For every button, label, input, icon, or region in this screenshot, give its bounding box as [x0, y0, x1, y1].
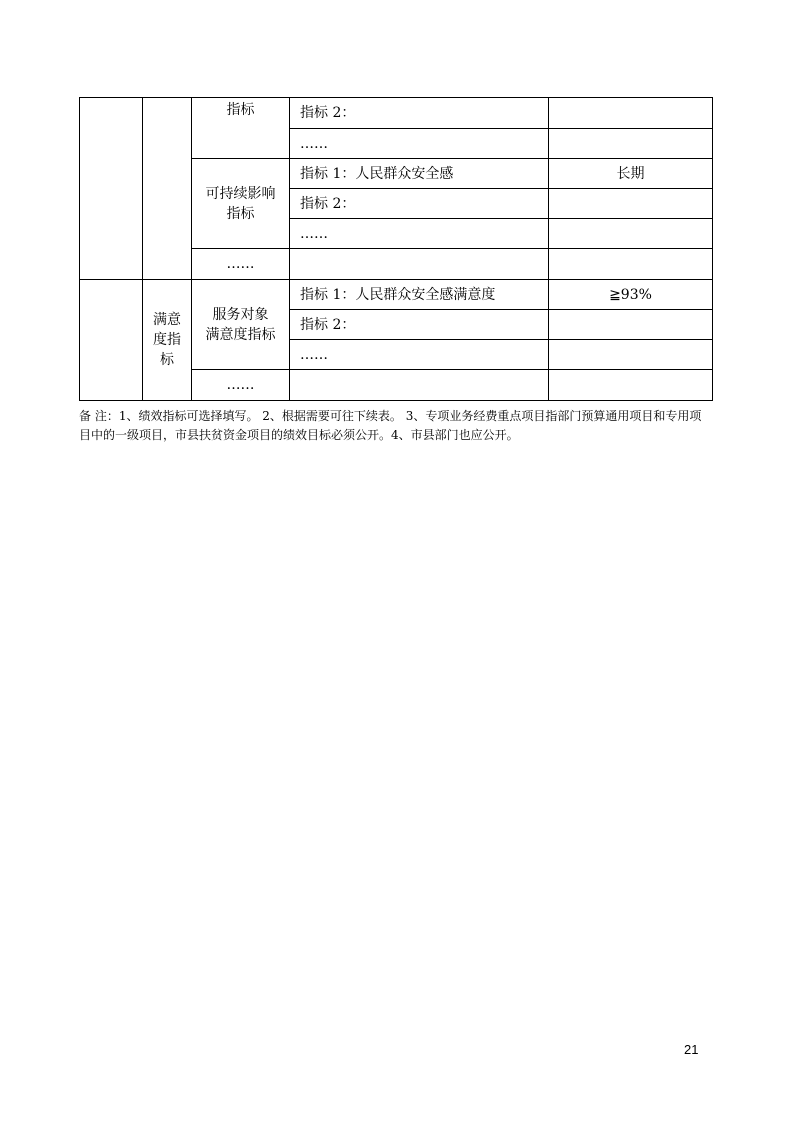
- metric-cell: [290, 249, 549, 280]
- metric-cell: [290, 370, 549, 401]
- satisfaction-category-label: [143, 280, 192, 401]
- metric-cell: ……: [290, 340, 549, 370]
- performance-indicator-table: [79, 97, 713, 401]
- metric-cell: 指标 2：: [290, 310, 549, 340]
- satisfaction-category-line1: 满意: [153, 312, 181, 328]
- footnote: 备 注：1、绩效指标可选择填写。 2、根据需要可往下续表。 3、专项业务经费重点项目指部门预算通用项目和专用项目中的一级项目，市县扶贫资金项目的绩效目标必须公开。4、市县部门也应公开。: [79, 409, 702, 442]
- value-cell: [549, 370, 713, 401]
- ellipsis-label-cell: ……: [192, 370, 290, 401]
- service-satisfaction-label-line1: 服务对象: [212, 306, 269, 323]
- service-satisfaction-label: [192, 280, 290, 370]
- sustainable-impact-label-line1: 可持续影响: [205, 185, 276, 202]
- value-cell: 长期: [549, 159, 713, 189]
- first-level-category-cell: [80, 280, 143, 401]
- sustainable-impact-label-line2: 指标: [226, 205, 255, 222]
- sustainable-impact-label: [192, 159, 290, 249]
- third-level-label-partial: 指标: [192, 98, 290, 159]
- value-cell: ≧93%: [549, 280, 713, 310]
- value-cell: [549, 189, 713, 219]
- metric-cell: ……: [290, 129, 549, 159]
- ellipsis-label-cell: ……: [192, 249, 290, 280]
- table-row: [80, 280, 713, 310]
- table-row: [80, 98, 713, 129]
- satisfaction-category-line2: 度指: [153, 332, 181, 348]
- value-cell: [549, 98, 713, 129]
- value-cell: [549, 249, 713, 280]
- metric-cell: 指标 2：: [290, 98, 549, 129]
- metric-cell: 指标 1：人民群众安全感: [290, 159, 549, 189]
- second-level-category-cell: [143, 98, 192, 280]
- page-number: 21: [684, 1042, 699, 1057]
- value-cell: [549, 219, 713, 249]
- first-level-category-cell: [80, 98, 143, 280]
- value-cell: [549, 310, 713, 340]
- metric-cell: ……: [290, 219, 549, 249]
- metric-cell: 指标 1：人民群众安全感满意度: [290, 280, 549, 310]
- value-cell: [549, 129, 713, 159]
- satisfaction-category-line3: 标: [160, 352, 174, 368]
- service-satisfaction-label-line2: 满意度指标: [205, 326, 276, 343]
- value-cell: [549, 340, 713, 370]
- metric-cell: 指标 2：: [290, 189, 549, 219]
